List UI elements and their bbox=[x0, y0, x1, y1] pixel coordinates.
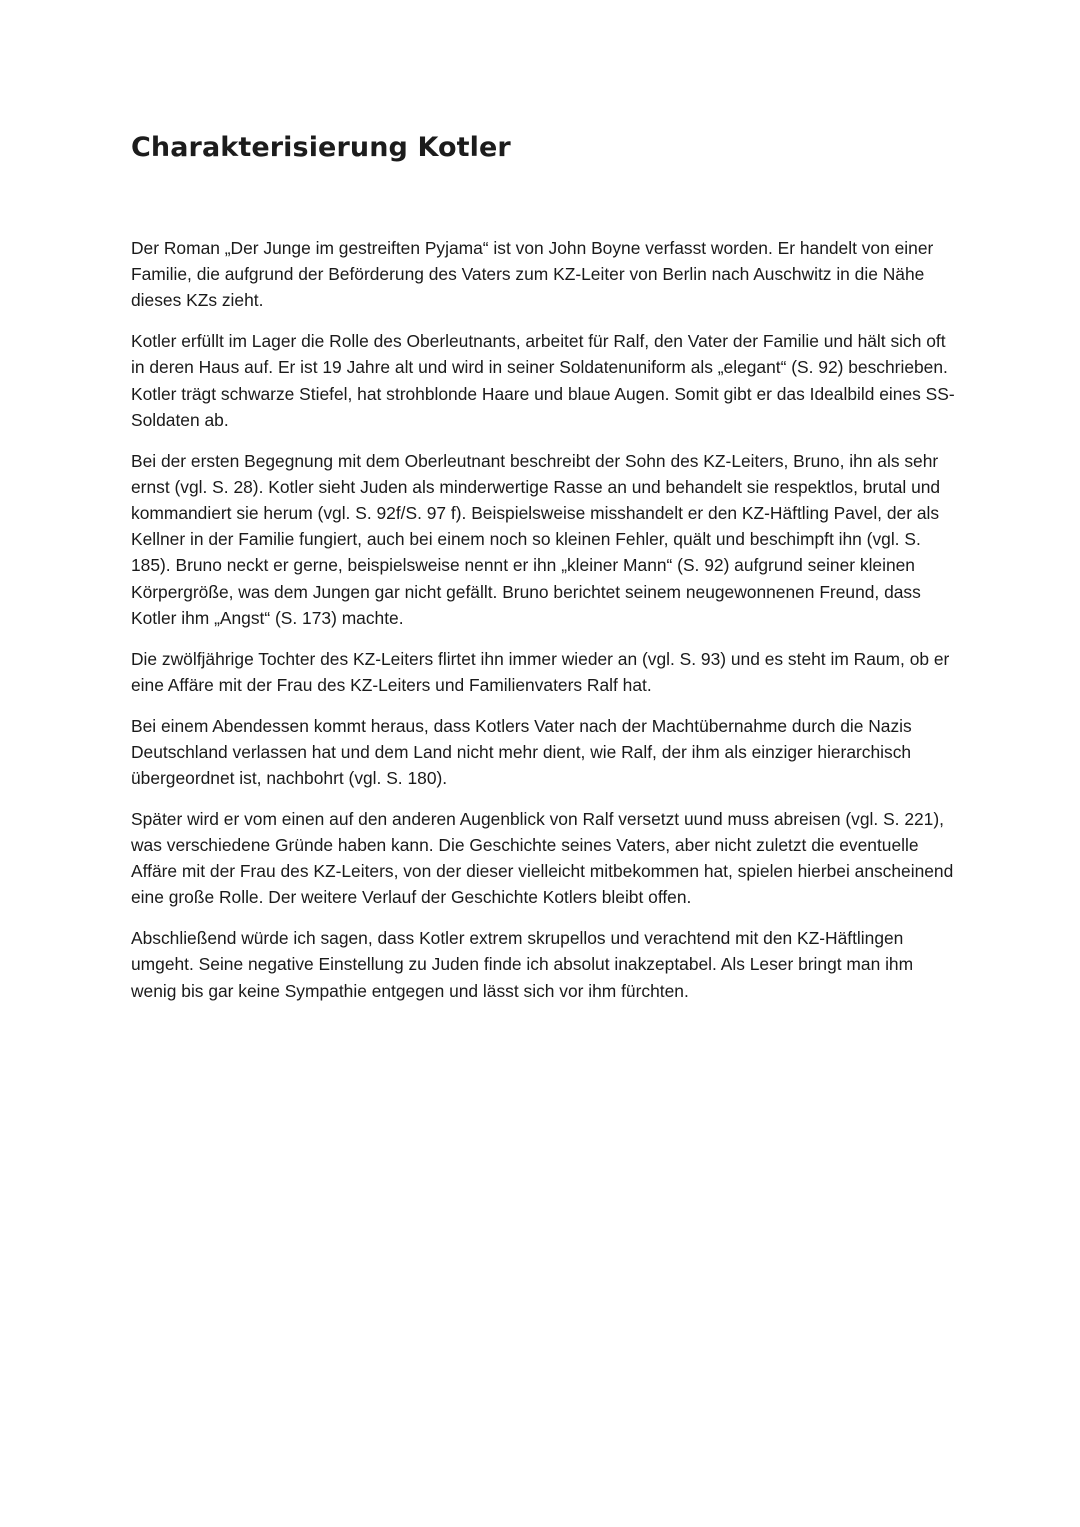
document-title: Charakterisierung Kotler bbox=[131, 132, 511, 163]
document-body bbox=[131, 235, 961, 1018]
paragraph-transfer: Später wird er vom einen auf den anderen Augenblick von Ralf versetzt uund muss abreisen (vgl. S. 221), was verschiedene Gründe haben kann. Die Geschichte seines Vaters, aber nicht zuletzt die eventuelle Affäre mit der Frau des KZ-Leiters, von der dieser vielleicht mitbekommen hat, spielen hierbei anscheinend eine große Rolle. Der weitere Verlauf der Geschichte Kotlers bleibt offen. bbox=[131, 808, 954, 908]
paragraph-intro: Der Roman „Der Junge im gestreiften Pyjama“ ist von John Boyne verfasst worden. Er handelt von einer Familie, die aufgrund der Beförderung des Vaters zum KZ-Leiter von Berlin nach Auschwitz in die Nähe dieses KZs zieht. bbox=[131, 238, 934, 311]
paragraph-dinner: Bei einem Abendessen kommt heraus, dass Kotlers Vater nach der Machtübernahme durch die Nazis Deutschland verlassen hat und dem Land nicht mehr dient, wie Ralf, der ihm als einziger hierarchisch übergeordnet ist, nachbohrt (vgl. S. 180). bbox=[131, 715, 912, 789]
paragraph-daughter: Die zwölfjährige Tochter des KZ-Leiters flirtet ihn immer wieder an (vgl. S. 93) und es steht im Raum, ob er eine Affäre mit der Frau des KZ-Leiters und Familienvaters Ralf hat. bbox=[131, 648, 950, 695]
paragraph-appearance: Kotler erfüllt im Lager die Rolle des Oberleutnants, arbeitet für Ralf, den Vater der Familie und hält sich oft in deren Haus auf. Er ist 19 Jahre alt und wird in seiner Soldatenuniform als „elegant“ (S. 92) beschrieben. Kotler trägt schwarze Stiefel, hat strohblonde Haare und blaue Augen. Somit gibt er das Idealbild eines SS-Soldaten ab. bbox=[131, 331, 955, 430]
paragraph-behavior: Bei der ersten Begegnung mit dem Oberleutnant beschreibt der Sohn des KZ-Leiters, Bruno, ihn als sehr ernst (vgl. S. 28). Kotler sieht Juden als minderwertige Rasse an und behandelt sie respektlos, brutal und kommandiert sie herum (vgl. S. 92f/S. 97 f). Beispielsweise misshandelt er den KZ-Häftling Pavel, der als Kellner in der Familie fungiert, auch bei einem noch so kleinen Fehler, quält und beschimpft ihn (vgl. S. 185). Bruno neckt er gerne, beispielsweise nennt er ihn „kleiner Mann“ (S. 92) aufgrund seiner kleinen Körpergröße, was dem Jungen gar nicht gefällt. Bruno berichtet seinem neugewonnenen Freund, dass Kotler ihm „Angst“ (S. 173) machte. bbox=[131, 450, 941, 628]
paragraph-conclusion: Abschließend würde ich sagen, dass Kotler extrem skrupellos und verachtend mit den KZ-Häftlingen umgeht. Seine negative Einstellung zu Juden finde ich absolut inakzeptabel. Als Leser bringt man ihm wenig bis gar keine Sympathie entgegen und lässt sich vor ihm fürchten. bbox=[131, 928, 914, 1001]
